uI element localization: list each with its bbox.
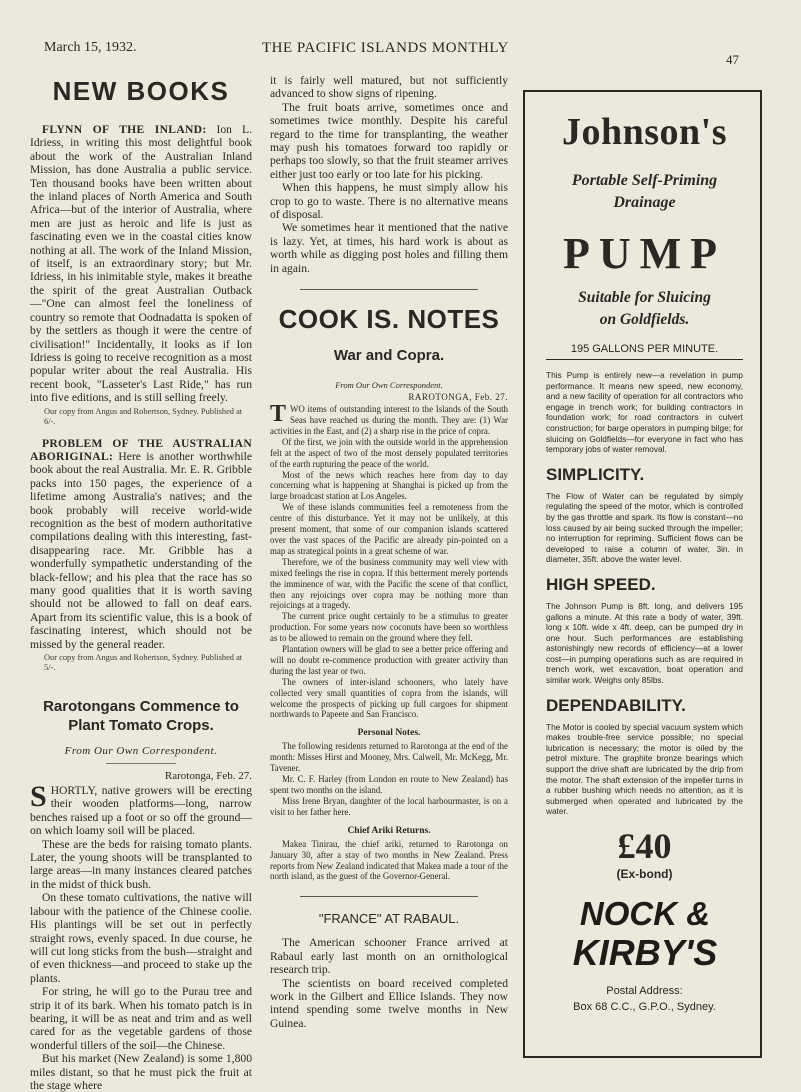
advert-price: £40 [617,826,672,866]
tagline-line: on Goldfields. [599,311,690,328]
section-divider [300,896,478,897]
advert-price-note: (Ex-bond) [616,867,673,881]
logo-line-1: NOCK & [579,895,710,932]
running-head [0,40,801,67]
article-paragraph: The American schooner France arrived at Rabaul early last month on an ornithological research trip. [270,936,508,977]
advert-tagline [546,287,743,331]
advert-speed-heading: HIGH SPEED. [546,574,656,594]
advert-brand: Johnson's [561,111,728,153]
postal-label: Postal Address: [606,985,683,997]
book-review-flynn [30,123,252,405]
advert-simplicity-text: The Flow of Water can be regulated by simply regulating the speed of the motor, which is controlled by the gas throttle and spark. Its flow is constant—no loss caused by air being sucked through the impeller; no interruption for repriming. Sufficient flows can be developed to raise a column of water, 3in. in diameter, 35ft. above the water level. [546,490,743,565]
issue-date: March 15, 1932. [44,40,137,55]
article-paragraph [270,401,508,437]
advert-subtitle: Portable Self-Priming [571,172,718,189]
column-left [30,74,252,1092]
article-paragraph: Plantation owners will be glad to see a better price offering and will no doubt re-commence production with greater activity than during the last year or two. [270,644,508,676]
column-middle [270,74,508,1030]
article-paragraph: When this happens, he must simply allow his crop to go to waste. There is no alternative means of disposal. [270,181,508,222]
article-paragraph: Mr. C. F. Harley (from London en route to New Zealand) has spent two months on the island. [270,774,508,795]
article-paragraph: But his market (New Zealand) is some 1,800 miles distant, so that he must pick the fruit at the stage where [30,1052,252,1092]
article-paragraph: it is fairly well matured, but not sufficiently advanced to show signs of ripening. [270,74,508,101]
book-review-aboriginal [30,437,252,652]
review-credit: Our copy from Angus and Robertson, Sydney. Published at 6/-. [44,406,243,426]
france-heading: "FRANCE" AT RABAUL. [318,911,460,927]
article-paragraph: Therefore, we of the business community may well view with mixed feelings the rise in copra. If this betterment merely portends the imminence of war, with the Pacific the scene of that conflict, then any rejoicings over copra may be nothing more than rejoicings at a tragedy. [270,556,508,611]
article-paragraph: On these tomato cultivations, the native will labour with the patience of the Chinese coolie. His plantings will be set out in perfectly straight rows, evenly spaced. In due course, he will cut long sticks from the bush—straight and of even thickness—and proceed to stake up the plants. [30,891,252,985]
byline: From Our Own Correspondent. [335,380,443,391]
advert-intro: This Pump is entirely new—a revelation in pump performance. It means new speed, new economy, and a new facility of operation for all contractors who engage in trench work; for building contractors in foundation work; for road contractors in culvert construction; for barge operators in pumping bilge; for sluicing on Goldfields—for everyone in fact who has temporary jobs of water removal. [546,370,743,455]
article-paragraph: The current price ought certainly to be a stimulus to greater production. For some years now coconuts have been so worthless as to be allowed to remain on the ground where they fell. [270,611,508,644]
page-number: 47 [726,52,739,67]
johnsons-pump-advert [523,90,762,1058]
postal-address: Box 68 C.C., G.P.O., Sydney. [573,1001,716,1013]
review-body: Here is another worthwhile book about the real Australia. Mr. E. R. Gribble packs into 150 pages, the experience of a lifetime among Australia's natives; and the book probably will receive world-wide recognition as the best of modern authoritative compilations dealing with this interesting, fast-disappearing race. Mr. Gribble has a wonderfully sympathetic understanding of the black-fellow; and his plea that the race has so many good qualities that it is worth saving should not be allowed to fall on deaf ears. Apart from its scientific value, this is a book of fascinating interest, which should not be missed by the general reader. [30,449,252,651]
article-paragraph [30,780,252,838]
advert-postal [546,983,743,1015]
advert-dependability-text: The Motor is cooled by special vacuum system which makes trouble-free service possible; no special lubrication is necessary; the motor is oiled by the petrol mixture. The graphite bronze bearings which support the drive shaft are lubricated by the drip from the motor. The shaft extension of the impeller turns in a rubber bushing which needs no attention, as it is submerged when operated and lubricated by the water. [546,721,743,817]
article-paragraph: Miss Irene Bryan, daughter of the local harbourmaster, is on a visit to her father here. [270,795,508,817]
new-books-heading: NEW BOOKS [52,76,230,106]
article-paragraph: We sometimes hear it mentioned that the native is lazy. Yet, at times, his hard work is about as worth while as digging post holes and filling them in again. [270,221,508,275]
article-paragraph: We of these islands communities feel a remoteness from the centre of this disturbance. Yet it may not be unlikely, at this present moment, that some of our companion islands scattered over the vast spaces of the Pacific are already pin-pointed on a map as strategical points in a great scheme of war. [270,502,508,556]
advert-capacity: 195 GALLONS PER MINUTE. [546,343,743,360]
advert-speed-text: The Johnson Pump is 8ft. long, and delivers 195 gallons a minute. At this rate a body of water, 39ft. long x 10ft. wide x 4ft. deep, can be pumped dry in one hour. Such performances are establishing astonishingly new records of efficiency—at a lower cost—in pumping operations such as are required in trench work, wet excavation, boat operation and similar work. Weighs only 85lbs. [546,600,743,686]
advert-subtitle: Drainage [613,194,676,211]
dateline: Rarotonga, Feb. 27. [164,770,252,783]
drop-cap: S [30,780,47,814]
article-paragraph: The following residents returned to Rarotonga at the end of the month: Misses Hirst and Mooney, Mrs. Calwell, Mr. McKegg, Mr. Tavener. [270,741,508,774]
rarotongans-heading: Rarotongans Commence to Plant Tomato Crops. [43,698,239,735]
byline: From Our Own Correspondent. [64,745,218,758]
article-paragraph: The fruit boats arrive, sometimes once and sometimes twice monthly. Despite his careful regard to the time for transplanting, the weather may push his tomatoes forward too rapidly or perhaps too slowly, so that the fruit steamer arrives either just too early or too late for his picking. [270,100,508,181]
drop-cap: T [270,401,287,428]
divider [106,763,176,764]
cook-islands-subheading: War and Copra. [333,347,445,365]
article-paragraph: Makea Tinirau, the chief ariki, returned to Rarotonga on January 30, after a stay of two months in New Zealand. Press reports from New Zealand indicated that Makea made a tour of the north island, as the guest of the Governor-General. [270,838,508,882]
section-divider [300,289,478,290]
article-paragraph: Of the first, we join with the outside world in the apprehension felt at the aspect of two of the most densely populated territories of the earth rupturing the peace of the world. [270,436,508,469]
review-body: Ion L. Idriess, in writing this most delightful book about the work of the Australian Inland Mission, has done Australia a public service. Ten thousand books have been written about the inland places of North America and South Africa—but of the interior of Australia, where men are just as heroic and life is just as fascinating even we in the coastal cities know nothing at all. The work of the Inland Mission, of itself, is an extraordinary story; but Mr. Idriess, in his inimitable style, makes it breathe the spirit of the great Australian Outback—"One can almost feel the loneliness of country so remote that Oodnadatta is spoken of by the settlers as though it were the centre of civilisation!" Incidentally, it looks as if Ion Idriess is going to receive recognition as a most popular writer about the real Australia. His recent book, "Lasseter's Last Ride," has run into five editions, and is still selling freely. [30,123,252,405]
article-paragraph: These are the beds for raising tomato plants. Later, the young shoots will be transplanted to large areas—in many instances cleared patches in the midst of thick bush. [30,837,252,891]
paragraph-text: WO items of outstanding interest to the Islands of the South Seas have reached us during the month. They are: (1) War activities in the East, and (2) a sharp rise in the price of copra. [270,404,508,436]
article-paragraph: Most of the news which reaches here from day to day concerning what is happening at Shanghai is picked up from the large broadcast station at Los Angeles. [270,469,508,502]
article-paragraph: For string, he will go to the Purau tree and strip it of its bark. When his tomato patch is in bearing, it will be as neat and trim and as well cared for as the vegetable gardens of those wonderful tillers of the soil—the Chinese. [30,985,252,1052]
publication-title: THE PACIFIC ISLANDS MONTHLY [262,40,509,56]
advert-dependability-heading: DEPENDABILITY. [546,695,686,715]
logo-line-2: KIRBY'S [572,932,717,971]
article-paragraph: The owners of inter-island schooners, who lately have collected very small quantities of copra from the islands, will welcome the prospects of picking up full cargoes for shipment northwards to Papeete and San Francisco. [270,676,508,720]
paragraph-text: HORTLY, native growers will be erecting their wooden platforms—long, narrow benches raised up a foot or so off the ground—on which loamy soil will be placed. [30,784,252,838]
section-subheading: Chief Ariki Returns. [347,825,431,836]
nock-kirby-logo [550,891,740,971]
review-credit: Our copy from Angus and Robertson, Sydney. Published at 5/-. [44,653,243,673]
tagline-line: Suitable for Sluicing [578,289,711,306]
advert-simplicity-heading: SIMPLICITY. [546,464,645,484]
advert-product: PUMP [562,229,727,278]
dateline: RAROTONGA, Feb. 27. [408,392,508,403]
article-paragraph: The scientists on board received completed work in the Gilbert and Ellice Islands. They now intend spending some twelve months in New Guinea. [270,976,508,1030]
review-lead: PROBLEM OF THE AUSTRALIAN ABORIGINAL: [30,436,252,463]
section-subheading: Personal Notes. [357,728,421,739]
review-lead: FLYNN OF THE INLAND: [42,123,207,136]
cook-islands-heading: COOK IS. NOTES [278,304,500,335]
